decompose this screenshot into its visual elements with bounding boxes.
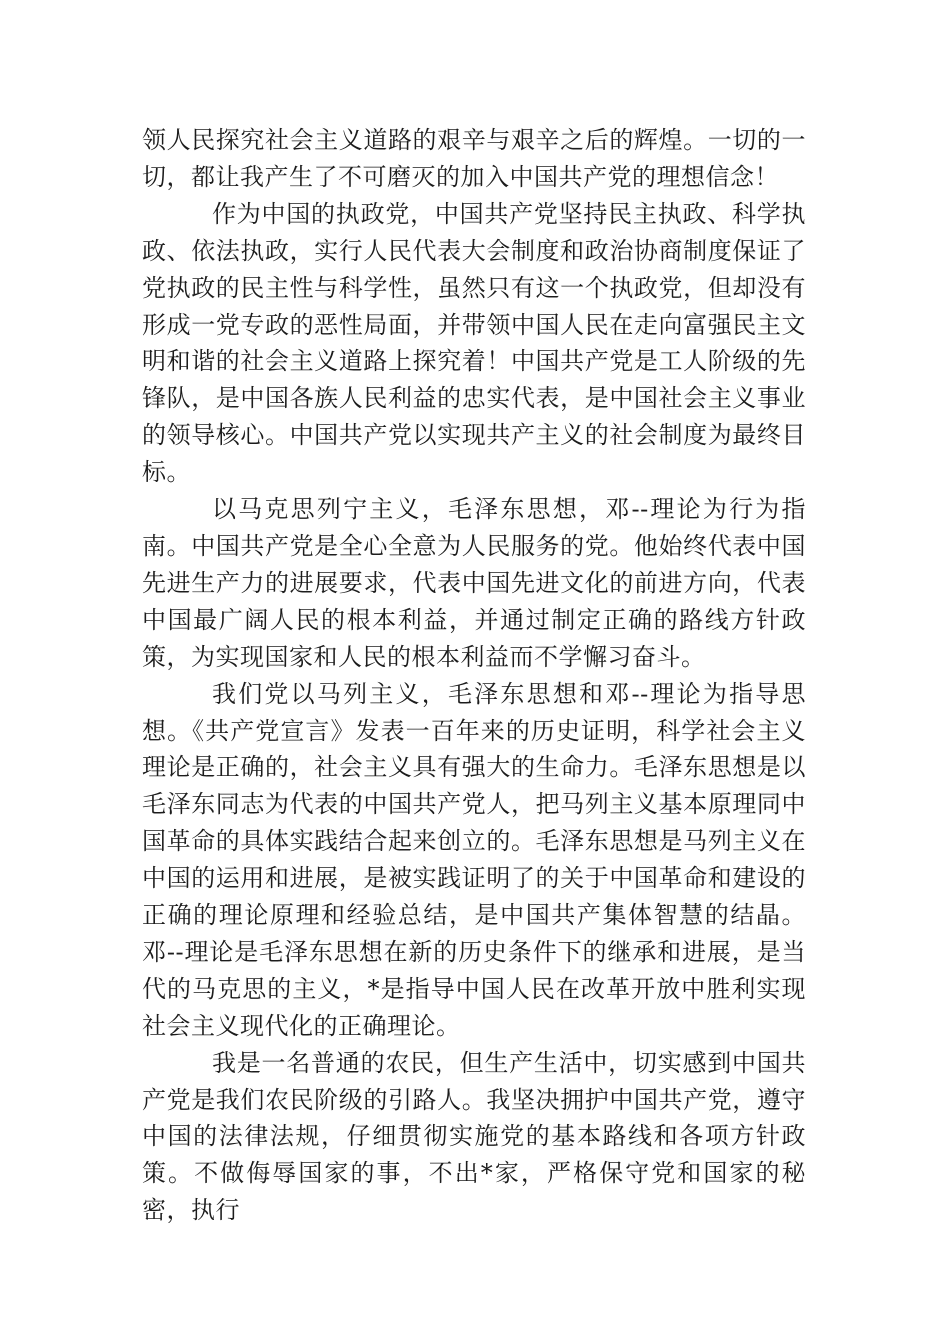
paragraph-4: 我们党以马列主义，毛泽东思想和邓--理论为指导思想。《共产党宣言》发表一百年来的历史证明，科学社会主义理论是正确的，社会主义具有强大的生命力。毛泽东思想是以毛泽东同志为代表的中国共产党人，把马列主义基本原理同中国革命的具体实践结合起来创立的。毛泽东思想是马列主义在中国的运用和进展，是被实践证明了的关于中国革命和建设的正确的理论原理和经验总结，是中国共产集体智慧的结晶。邓--理论是毛泽东思想在新的历史条件下的继承和进展，是当代的马克思的主义，*是指导中国人民在改革开放中胜利实现社会主义现代化的正确理论。 — [142, 679, 806, 1040]
paragraph-2: 作为中国的执政党，中国共产党坚持民主执政、科学执政、依法执政，实行人民代表大会制度和政治协商制度保证了党执政的民主性与科学性，虽然只有这一个执政党，但却没有形成一党专政的恶性局面，并带领中国人民在走向富强民主文明和谐的社会主义道路上探究着！中国共产党是工人阶级的先锋队，是中国各族人民利益的忠实代表，是中国社会主义事业的领导核心。中国共产党以实现共产主义的社会制度为最终目标。 — [142, 199, 806, 487]
paragraph-5: 我是一名普通的农民，但生产生活中，切实感到中国共产党是我们农民阶级的引路人。我坚决拥护中国共产党，遵守中国的法律法规，仔细贯彻实施党的基本路线和各项方针政策。不做侮辱国家的事，不出*家，严格保守党和国家的秘密，执行 — [142, 1048, 806, 1225]
document-body — [142, 122, 806, 1229]
paragraph-3: 以马克思列宁主义，毛泽东思想，邓--理论为行为指南。中国共产党是全心全意为人民服务的党。他始终代表中国先进生产力的进展要求，代表中国先进文化的前进方向，代表中国最广阔人民的根本利益，并通过制定正确的路线方针政策，为实现国家和人民的根本利益而不学懈习奋斗。 — [142, 495, 806, 671]
paragraph-1: 领人民探究社会主义道路的艰辛与艰辛之后的辉煌。一切的一切，都让我产生了不可磨灭的加入中国共产党的理想信念！ — [142, 126, 806, 191]
